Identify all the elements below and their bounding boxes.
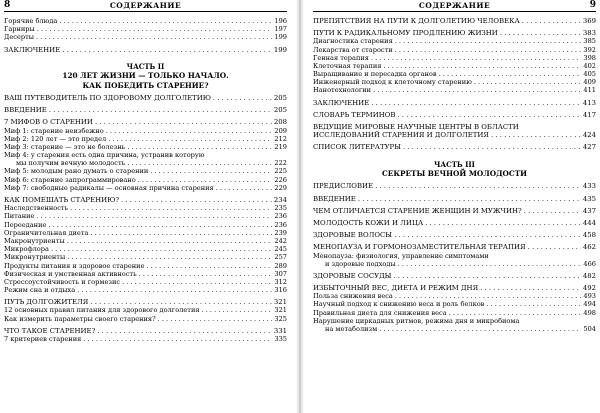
toc-entry[interactable]: Питание . . . 236	[4, 212, 287, 220]
toc-entry[interactable]: Диагностика старения . . . 385	[313, 37, 596, 45]
toc-entry[interactable]: Переедание . . . 236	[4, 221, 287, 229]
toc-section[interactable]: 7 МИФОВ О СТАРЕНИИ . . . 208	[4, 118, 287, 126]
page-header	[313, 0, 596, 11]
toc-entry[interactable]: Миф 7: свободные радикалы — основная причина старения . . . 229	[4, 184, 287, 192]
toc-section[interactable]: ВВЕДЕНИЕ . . . 435	[313, 195, 596, 203]
running-header: СОДЕРЖАНИЕ	[418, 1, 491, 10]
part-title: 120 ЛЕТ ЖИЗНИ — ТОЛЬКО НАЧАЛО.	[62, 71, 229, 81]
toc-entry[interactable]: Миф 1: старение неизбежно . . . 209	[4, 127, 287, 135]
toc-entry[interactable]: Миф 3: старение — это не болезнь . . . 219	[4, 143, 287, 151]
toc-entry[interactable]: Клеточная терапия . . . 402	[313, 62, 596, 70]
toc-section[interactable]: ПРЕПЯТСТВИЯ НА ПУТИ К ДОЛГОЛЕТИЮ ЧЕЛОВЕКА . . . 369	[313, 17, 596, 25]
toc-section[interactable]: КАК ПОМЕШАТЬ СТАРЕНИЮ? . . . 234	[4, 196, 287, 204]
toc-section[interactable]: ВВЕДЕНИЕ . . . 205	[4, 106, 287, 114]
toc-section[interactable]: ЗАКЛЮЧЕНИЕ . . . 199	[4, 46, 287, 54]
toc-section[interactable]: МОЛОДОСТЬ КОЖИ И ЛИЦА . . . 444	[313, 219, 596, 227]
toc-entry[interactable]: Макронутриенты . . . 242	[4, 237, 287, 245]
toc-section[interactable]: ЗДОРОВЫЕ СОСУДЫ . . . 482	[313, 272, 596, 280]
header-rule	[4, 11, 287, 12]
toc-entry[interactable]: 12 основных правил питания для здорового долголетия . . . 321	[4, 306, 287, 314]
toc-entry[interactable]: Научный подход к снижению веса и роль белков . . . 494	[313, 301, 596, 309]
toc-entry[interactable]: Стрессоустойчивость и гормезис . . . 312	[4, 278, 287, 286]
toc-entry[interactable]: Продукты питания и здоровое старение . . . 289	[4, 262, 287, 270]
toc-entry[interactable]: Как измерить параметры своего старения? . . . 325	[4, 315, 287, 323]
toc-entry[interactable]: Генная терапия . . . 398	[313, 54, 596, 62]
toc-entry[interactable]: Польза снижения веса . . . 493	[313, 292, 596, 300]
toc-entry[interactable]: Миф 5: молодым рано думать о старении . . . 225	[4, 167, 287, 175]
left-page	[0, 0, 296, 413]
toc-entry[interactable]: 7 критериев старения . . . 335	[4, 335, 287, 343]
toc-entry[interactable]: Инженерный подход к клеточному старению . . . 409	[313, 78, 596, 86]
toc-section[interactable]: ЗАКЛЮЧЕНИЕ . . . 413	[313, 99, 596, 107]
toc-entry-line[interactable]: Менопауза: физиология, управление симптомами	[313, 251, 489, 260]
toc-section[interactable]: ПУТЬ ДОЛГОЖИТЕЛЯ . . . 321	[4, 298, 287, 306]
toc-section[interactable]: ВАШ ПУТЕВОДИТЕЛЬ ПО ЗДОРОВОМУ ДОЛГОЛЕТИЮ . . . 205	[4, 94, 287, 102]
toc-section[interactable]: МЕНОПАУЗА И ГОРМОНОЗАМЕСТИТЕЛЬНАЯ ТЕРАПИЯ . . . 462	[313, 243, 596, 251]
toc-entry[interactable]: Режим сна и отдыха . . . 316	[4, 286, 287, 294]
toc-entry[interactable]: Гарниры . . . 197	[4, 25, 287, 33]
toc-section-line[interactable]: ВЕДУЩИЕ МИРОВЫЕ НАУЧНЫЕ ЦЕНТРЫ В ОБЛАСТИ	[313, 123, 519, 132]
toc-section[interactable]: ЧЕМ ОТЛИЧАЕТСЯ СТАРЕНИЕ ЖЕНЩИН И МУЖЧИН? . . . 437	[313, 207, 596, 215]
toc-entry-line[interactable]: Миф 4: у старения есть одна причина, устранив которую	[4, 151, 205, 160]
toc-section[interactable]: ИЗБЫТОЧНЫЙ ВЕС, ДИЕТА И РЕЖИМ ДНЯ . . . 492	[313, 284, 596, 292]
part-label: ЧАСТЬ II	[126, 61, 165, 71]
toc-entry[interactable]: Десерты . . . 199	[4, 33, 287, 41]
page-number: 8	[4, 0, 11, 10]
toc-section[interactable]: ЧТО ТАКОЕ СТАРЕНИЕ? . . . 331	[4, 327, 287, 335]
toc-entry[interactable]: Правильная диета для снижения веса . . . 498	[313, 309, 596, 317]
toc-entry[interactable]: мы получим вечную молодость . . . 222	[4, 159, 287, 167]
toc-entry[interactable]: Физическая и умственная активность . . . 307	[4, 270, 287, 278]
page-number: 9	[589, 0, 596, 10]
toc-entry[interactable]: на метаболизм . . . 504	[313, 325, 596, 333]
toc-section[interactable]: СПИСОК ЛИТЕРАТУРЫ . . . 427	[313, 143, 596, 151]
toc-section[interactable]: ПУТИ К РАДИКАЛЬНОМУ ПРОДЛЕНИЮ ЖИЗНИ . . . 383	[313, 29, 596, 37]
toc-entry-line[interactable]: Нарушение циркадных ритмов, режима дня и микробиома	[313, 316, 520, 325]
running-header: СОДЕРЖАНИЕ	[109, 1, 182, 10]
toc-entry[interactable]: Горячие блюда . . . 196	[4, 17, 287, 25]
part-title: КАК ПОБЕДИТЬ СТАРЕНИЕ?	[82, 80, 209, 90]
right-page	[304, 0, 600, 413]
toc-section[interactable]: ЗДОРОВЫЕ ВОЛОСЫ . . . 458	[313, 231, 596, 239]
toc-entry[interactable]: Микрофлора . . . 245	[4, 245, 287, 253]
toc-section[interactable]: ИССЛЕДОВАНИЙ СТАРЕНИЯ И ДОЛГОЛЕТИЯ . . . 424	[313, 131, 596, 139]
toc-entry[interactable]: Миф 6: старение запрограммировано . . . 226	[4, 176, 287, 184]
header-rule	[313, 11, 596, 12]
part-title: СЕКРЕТЫ ВЕЧНОЙ МОЛОДОСТИ	[381, 169, 528, 179]
toc-section[interactable]: СЛОВАРЬ ТЕРМИНОВ . . . 417	[313, 111, 596, 119]
toc-entry[interactable]: Лекарства от старости . . . 392	[313, 46, 596, 54]
toc-entry[interactable]: и здоровые подходы . . . 466	[313, 260, 596, 268]
toc-entry[interactable]: Миф 2: 120 лет — это предел . . . 212	[4, 135, 287, 143]
toc-entry[interactable]: Наследственность . . . 235	[4, 204, 287, 212]
toc-section[interactable]: ПРЕДИСЛОВИЕ . . . 433	[313, 182, 596, 190]
toc-entry[interactable]: Микронутриенты . . . 257	[4, 253, 287, 261]
page-header	[4, 0, 287, 11]
toc-entry[interactable]: Ограничительная диета . . . 239	[4, 229, 287, 237]
book-gutter	[296, 0, 304, 413]
toc-entry[interactable]: Нанотехнологии . . . 411	[313, 87, 596, 95]
toc-entry[interactable]: Выращивание и пересадка органов . . . 405	[313, 70, 596, 78]
part-label: ЧАСТЬ III	[434, 159, 475, 169]
